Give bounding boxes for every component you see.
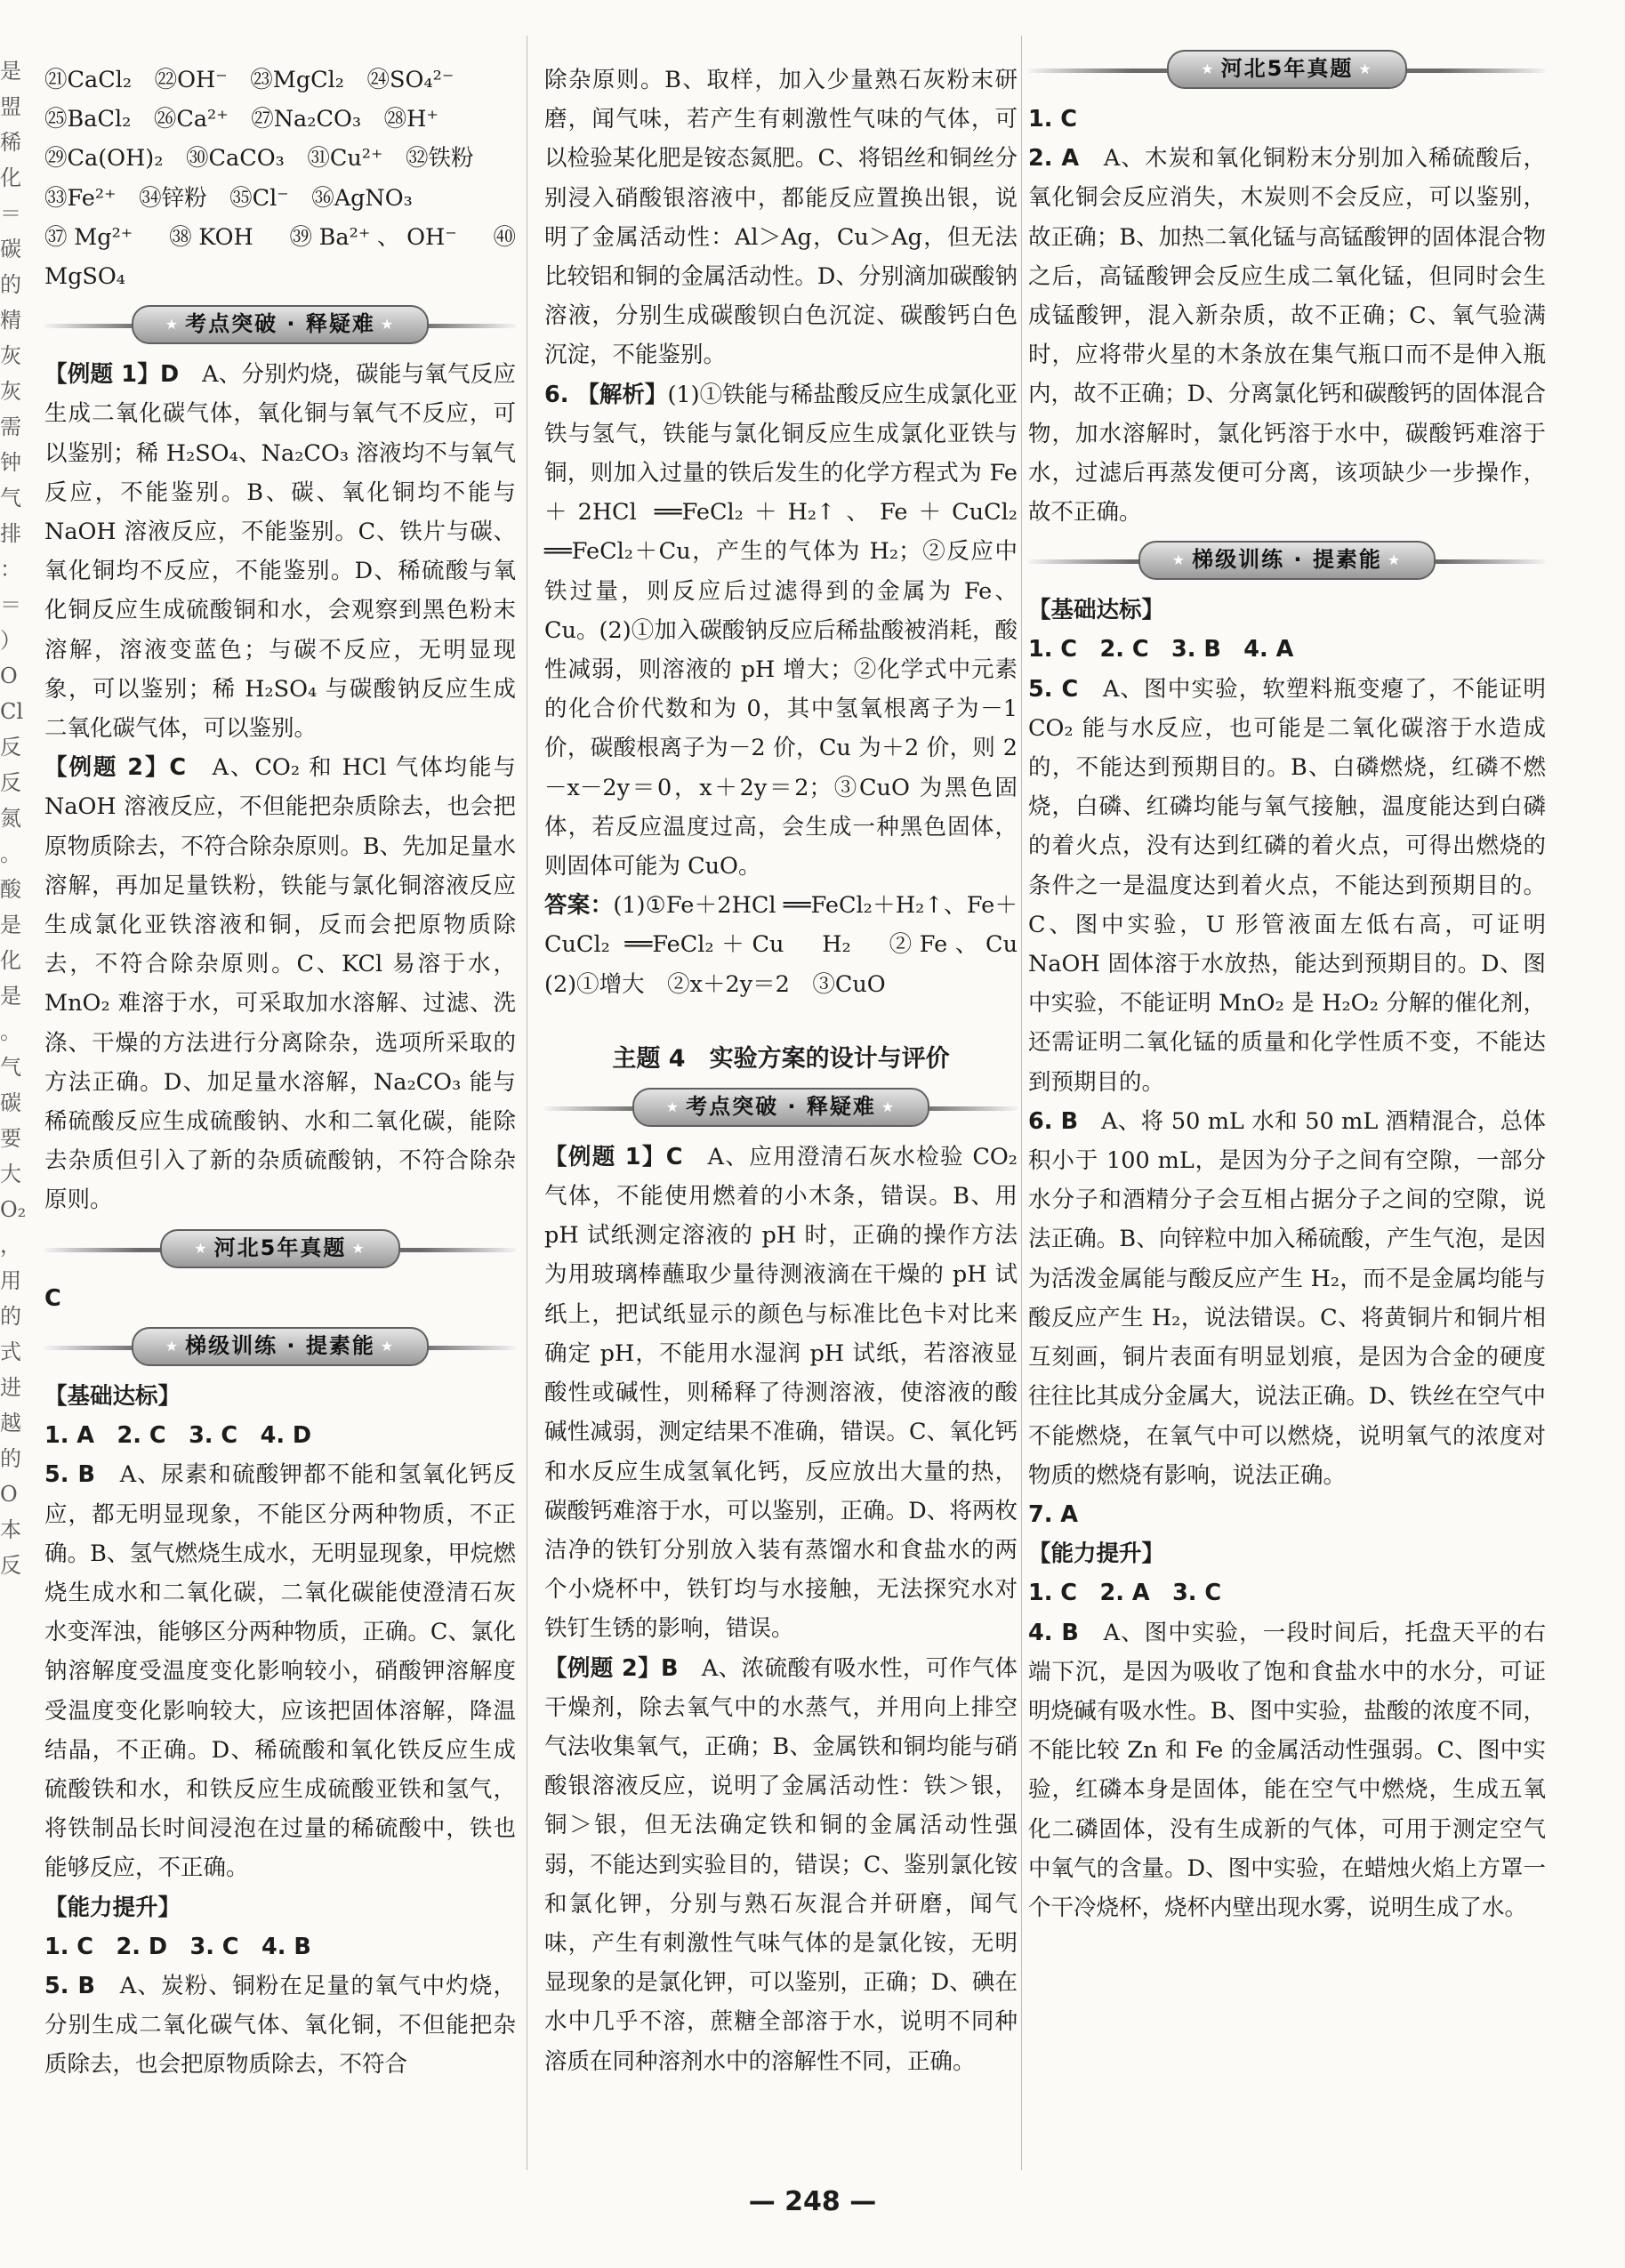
strip-char: ＝: [0, 201, 21, 226]
strip-char: O: [0, 664, 18, 688]
strip-char: 气: [0, 1055, 21, 1080]
question-5: [44, 1455, 516, 1887]
list-line: ㉑CaCl₂ ㉒OH⁻ ㉓MgCl₂ ㉔SO₄²⁻: [44, 67, 455, 93]
star-icon: ★: [194, 1239, 209, 1257]
hebei-answer: C: [44, 1284, 61, 1312]
strip-char: O: [0, 1482, 18, 1507]
strip-char: 精: [0, 308, 21, 333]
list-line: ㉕BaCl₂ ㉖Ca²⁺ ㉗Na₂CO₃ ㉘H⁺: [44, 106, 438, 133]
strip-char: 化: [0, 165, 21, 190]
example-tag: 【例题 2】B: [544, 1654, 679, 1682]
question-4: [1028, 1613, 1546, 1928]
star-icon: ★: [1358, 60, 1373, 77]
basic-answers: 1. A 2. C 3. C 4. D: [44, 1422, 312, 1450]
example-1: [44, 355, 516, 748]
example-text: A、应用澄清石灰水检验 CO₂ 气体，不能使用燃着的小木条，错误。B、用pH 试纸测定溶液的 pH 时，正确的操作方法为用玻璃棒蘸取少量待测液滴在干燥的 pH 试纸上，把试纸显示的颜色与标准比色卡对比来确定 pH，不能用水湿润 pH 试纸，若溶液显酸性或碱性，则稀释了待测溶液，使溶液的酸碱性减弱，测定结果不准确，错误。C、氧化钙和水反应生成氢氧化钙，反应放出大量的热，碳酸钙难溶于水，可以鉴别，正确。D、将两枚洁净的铁钉分别放入装有蒸馏水和食盐水的两个小烧杯中，铁钉均与水接触，无法探究水对铁钉生锈的影响，错误。: [544, 1143, 1018, 1643]
left-margin-strip: [0, 53, 27, 1966]
strip-char: ＝: [0, 592, 21, 617]
question-text: A、图中实验，软塑料瓶变瘪了，不能证明 CO₂ 能与水反应，也可能是二氧化碳溶于水造成的，不能达到预期目的。B、白磷燃烧，红磷不燃烧，白磷、红磷均能与氧气接触，温度能达到白磷的着火点，没有达到红磷的着火点，可得出燃烧的条件之一是温度达到着火点，不能达到预期目的。C、图中实验，U 形管液面左低右高，可证明 NaOH 固体溶于水放热，能达到预期目的。D、图中实验，不能证明 MnO₂ 是 H₂O₂ 分解的催化剂，还需证明二氧化锰的质量和化学性质不变，不能达到预期目的。: [1028, 675, 1546, 1096]
example-text: A、分别灼烧，碳能与氧气反应生成二氧化碳气体，氧化铜与氧气不反应，可以鉴别；稀 H₂SO₄、Na₂CO₃ 溶液均不与氧气反应，不能鉴别。B、碳、氧化铜均不能与 NaOH 溶液反应，不能鉴别。C、铁片与碳、氧化铜均不反应，不能鉴别。D、稀硫酸与氧化铜反应生成硫酸铜和水，会观察到黑色粉末溶解，溶液变蓝色；与碳不反应，无明显现象，可以鉴别；稀 H₂SO₄ 与碳酸钠反应生成二氧化碳气体，可以鉴别。: [44, 361, 516, 743]
star-icon: ★: [380, 316, 396, 334]
basic-answers: 1. C 2. C 3. B 4. A: [1028, 636, 1294, 664]
question-tag: 5. B: [44, 1972, 95, 1999]
strip-char: 排: [0, 521, 21, 546]
banner-title: 考点突破 · 释疑难: [686, 1093, 876, 1119]
example-text: A、浓硫酸有吸水性，可作气体干燥剂，除去氧气中的水蒸气，并用向上排空气法收集氧气，正确；B、金属铁和铜均能与硝酸银溶液反应，说明了金属活动性：铁＞银，铜＞银，但无法确定铁和铜的金属活动性强弱，不能达到实验目的，错误；C、鉴别氯化铵和氯化钾，分别与熟石灰混合并研磨，闻气味，产生有刺激性气味气体的是氯化铵，无明显现象的是氯化钾，可以鉴别，正确；D、碘在水中几乎不溶，蔗糖全部溶于水，说明不同种溶质在同种溶剂水中的溶解性不同，正确。: [544, 1654, 1018, 2075]
banner-title: 考点突破 · 释疑难: [185, 311, 375, 337]
strip-char: 碳: [0, 1090, 21, 1115]
strip-char: ，: [0, 1233, 21, 1258]
example-text: A、CO₂ 和 HCl 气体均能与 NaOH 溶液反应，不但能把杂质除去，也会把原物质除去，不符合除杂原则。B、先加足量水溶解，再加足量铁粉，铁能与氯化铜溶液反应生成氯化亚铁溶液和铜，反而会把原物质除去，不符合除杂原则。C、KCl 易溶于水，MnO₂ 难溶于水，可采取加水溶解、过滤、洗涤、干燥的方法进行分离除杂，选项所采取的方法正确。D、加足量水溶解，Na₂CO₃ 能与稀硫酸反应生成硫酸钠、水和二氧化碳，能除去杂质但引入了新的杂质硫酸钠，不符合除杂原则。: [44, 754, 516, 1214]
ability-answers: 1. C 2. A 3. C: [1028, 1580, 1222, 1607]
strip-char: 是: [0, 59, 21, 84]
strip-char: 碳: [0, 237, 21, 261]
star-icon: ★: [1201, 60, 1216, 77]
strip-char: 是: [0, 984, 21, 1009]
question-2: [1028, 139, 1546, 532]
list-line: ㉝Fe²⁺ ㉞锌粉 ㉟Cl⁻ ㊱AgNO₃: [44, 184, 413, 212]
question-7: 7. A: [1028, 1500, 1079, 1528]
list-line: ㉙Ca(OH)₂ ㉚CaCO₃ ㉛Cu²⁺ ㉜铁粉: [44, 145, 474, 173]
star-icon: ★: [351, 1239, 366, 1257]
answer-list: [44, 60, 516, 296]
strip-char: 的: [0, 272, 21, 297]
question-tag: 6. 【解析】: [544, 381, 668, 408]
answer-tag: 答案：: [544, 892, 614, 920]
question-text: A、炭粉、铜粉在足量的氧气中灼烧，分别生成二氧化碳气体、氧化铜，不但能把杂质除去，也会把原物质除去，不符合: [44, 1972, 516, 2079]
column-divider: [1021, 36, 1022, 2170]
answer-block: [544, 886, 1041, 1004]
strip-char: 化: [0, 948, 21, 973]
strip-char: 反: [0, 735, 21, 760]
star-icon: ★: [1171, 551, 1187, 569]
strip-char: 本: [0, 1517, 21, 1542]
strip-char: 大: [0, 1162, 21, 1186]
strip-char: 需: [0, 414, 21, 439]
star-icon: ★: [881, 1098, 897, 1115]
strip-char: 稀: [0, 130, 21, 155]
question-5b: [44, 1966, 516, 2085]
column-3: [1028, 56, 1546, 1927]
banner-title: 梯级训练 · 提素能: [185, 1332, 375, 1358]
question-1: 1. C: [1028, 106, 1078, 133]
strip-char: ：: [0, 557, 21, 582]
example-tag: 【例题 2】C: [44, 754, 187, 782]
star-icon: ★: [665, 1098, 681, 1115]
question-tag: 5. C: [1028, 675, 1079, 703]
page-number: — 248 —: [748, 2186, 877, 2217]
question-text: A、木炭和氧化铜粉末分别加入稀硫酸后，氧化铜会反应消失，木炭则不会反应，可以鉴别，故正确；B、加热二氧化锰与高锰酸钾的固体混合物之后，高锰酸钾会反应生成二氧化锰，但同时会生成锰酸钾，混入新杂质，故不正确；C、氧气验满时，应将带火星的木条放在集气瓶口而不是伸入瓶内，故不正确；D、分离氯化钙和碳酸钙的固体混合物，加水溶解时，氯化钙溶于水中，碳酸钙难溶于水，过滤后再蒸发便可分离，该项缺少一步操作，故不正确。: [1028, 145, 1546, 527]
question-tag: 4. B: [1028, 1619, 1079, 1646]
strip-char: 是: [0, 913, 21, 937]
column-2: [544, 60, 1041, 2081]
question-text: A、图中实验，一段时间后，托盘天平的右端下沉，是因为吸收了饱和食盐水中的水分，可证明烧碱有吸水性。B、图中实验，盐酸的浓度不同，不能比较 Zn 和 Fe 的金属活动性强弱。C、图中实验，红磷本身是固体，能在空气中燃烧，生成五氧化二磷固体，没有生成新的气体，可用于测定空气中氧气的含量。D、图中实验，在蜡烛火焰上方罩一个干冷烧杯，烧杯内壁出现水雾，说明生成了水。: [1028, 1619, 1546, 1921]
strip-char: 越: [0, 1411, 21, 1436]
strip-char: 氮: [0, 806, 21, 831]
question-6: [1028, 1102, 1546, 1495]
strip-char: 。: [0, 1019, 21, 1044]
strip-char: O₂: [0, 1197, 27, 1222]
example-tag: 【例题 1】D: [44, 361, 180, 389]
question-text: A、将 50 mL 水和 50 mL 酒精混合，总体积小于 100 mL，是因为分子之间有空隙，一部分水分子和酒精分子会互相占据分子之间的空隙，说法正确。B、向锌粒中加入稀硫酸，产生气泡，是因为活泼金属能与酸反应产生 H₂，而不是金属均能与酸反应产生 H₂，说法错误。C、将黄铜片和铜片相互刻画，铜片表面有明显划痕，是因为合金的硬度往往比其成分金属大，说法正确。D、铁丝在空气中不能燃烧，在氧气中可以燃烧，说明氧气的浓度对物质的燃烧有影响，说法正确。: [1028, 1107, 1546, 1489]
star-icon: ★: [1387, 551, 1403, 569]
question-tag: 5. B: [44, 1461, 95, 1489]
strip-char: 酸: [0, 877, 21, 902]
topic-title: 主题 4 实验方案的设计与评价: [612, 1044, 950, 1073]
strip-char: 。: [0, 841, 21, 866]
banner-title: 河北5年真题: [1220, 56, 1354, 81]
question-text: A、尿素和硫酸钾都不能和氢氧化钙反应，都无明显现象，不能区分两种物质，不正确。B、氢气燃烧生成水，无明显现象，甲烷燃烧生成水和二氧化碳，二氧化碳能使澄清石灰水变浑浊，能够区分两种物质，正确。C、氯化钠溶解度受温度变化影响较小，硝酸钾溶解度受温度变化影响较大，应该把固体溶解，降温结晶，不正确。D、稀硫酸和氧化铁反应生成硫酸铁和水，和铁反应生成硫酸亚铁和氢气，将铁制品长时间浸泡在过量的稀硫酸中，铁也能够反应，不正确。: [44, 1461, 516, 1882]
basic-label: 【基础达标】: [1028, 597, 1165, 624]
strip-char: 进: [0, 1375, 21, 1400]
star-icon: ★: [165, 1337, 181, 1355]
strip-char: 盟: [0, 94, 21, 119]
strip-char: 灰: [0, 343, 21, 368]
strip-char: 的: [0, 1304, 21, 1329]
section-banner: [1028, 541, 1546, 580]
question-text: (1)①铁能与稀盐酸反应生成氯化亚铁与氢气，铁能与氯化铜反应生成氯化亚铁与铜，则加入过量的铁后发生的化学方程式为 Fe＋2HCl ══FeCl₂＋H₂↑、Fe＋CuCl₂ ══FeCl₂＋Cu，产生的气体为 H₂；②反应中铁过量，则反应后过滤得到的金属为 Fe、Cu。(2)①加入碳酸钠反应后稀盐酸被消耗，酸性减弱，则溶液的 pH 增大；②化学式中元素的化合价代数和为 0，其中氢氧根离子为－1 价，碳酸根离子为－2 价，Cu 为＋2 价，则 2－x－2y＝0，x＋2y＝2；③CuO 为黑色固体，若反应温度过高，会生成一种黑色固体，则固体可能为 CuO。: [544, 381, 1018, 881]
ability-label: 【能力提升】: [1028, 1540, 1165, 1568]
strip-char: 反: [0, 1553, 21, 1578]
section-banner: [44, 305, 516, 344]
question-tag: 6. B: [1028, 1107, 1079, 1135]
answer-text: (1)①Fe＋2HCl ══FeCl₂＋H₂↑、Fe＋CuCl₂ ══FeCl₂＋Cu H₂ ②Fe、Cu (2)①增大 ②x＋2y＝2 ③CuO: [544, 892, 1041, 998]
example-tag: 【例题 1】C: [544, 1143, 683, 1170]
section-banner: [44, 1229, 516, 1268]
section-banner: [544, 1088, 1018, 1127]
example-1: [544, 1138, 1018, 1649]
strip-char: 反: [0, 770, 21, 795]
question-tag: 2. A: [1028, 145, 1080, 173]
ability-label: 【能力提升】: [44, 1894, 181, 1921]
banner-title: 河北5年真题: [213, 1235, 347, 1260]
strip-char: 式: [0, 1339, 21, 1364]
list-line: ㊲Mg²⁺ ㊳KOH ㊴Ba²⁺、OH⁻ ㊵MgSO₄: [44, 223, 516, 291]
section-banner: [44, 1327, 516, 1366]
section-banner: [1028, 50, 1546, 89]
strip-char: 用: [0, 1268, 21, 1293]
strip-char: Cl: [0, 699, 24, 724]
strip-char: 的: [0, 1446, 21, 1471]
strip-char: 要: [0, 1126, 21, 1151]
strip-char: 灰: [0, 379, 21, 404]
column-1: [44, 60, 516, 2085]
banner-title: 梯级训练 · 提素能: [1192, 547, 1382, 573]
strip-char: 气: [0, 486, 21, 511]
basic-label: 【基础达标】: [44, 1382, 181, 1410]
continued-text: 除杂原则。B、取样，加入少量熟石灰粉末研磨，闻气味，若产生有刺激性气味的气体，可以检验某化肥是铵态氮肥。C、将铝丝和铜丝分别浸入硝酸银溶液中，都能反应置换出银，说明了金属活动性：Al＞Ag，Cu＞Ag，但无法比较铝和铜的金属活动性。D、分别滴加碳酸钠溶液，分别生成碳酸钡白色沉淀、碳酸钙白色沉淀，不能鉴别。: [544, 67, 1018, 369]
star-icon: ★: [165, 316, 181, 334]
ability-answers: 1. C 2. D 3. C 4. B: [44, 1933, 311, 1960]
strip-char: ）: [0, 628, 21, 653]
star-icon: ★: [380, 1337, 396, 1355]
strip-char: 钟: [0, 450, 21, 475]
question-6: [544, 375, 1018, 887]
question-5: [1028, 670, 1546, 1102]
example-2: [544, 1649, 1018, 2081]
example-2: [44, 748, 516, 1219]
